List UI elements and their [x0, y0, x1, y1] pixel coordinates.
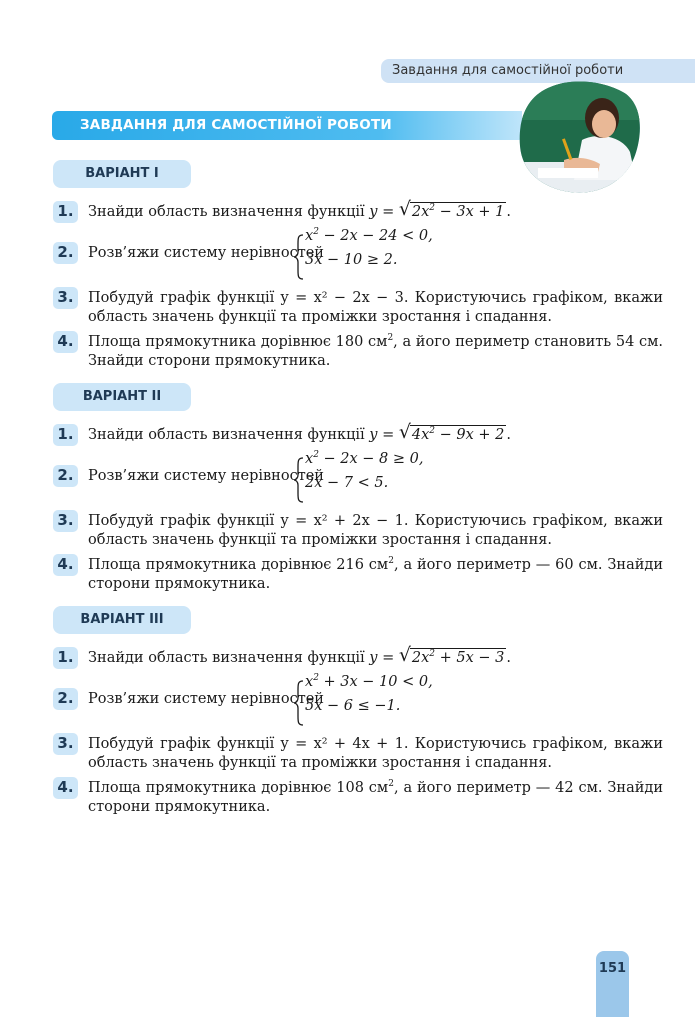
exponent: 2	[313, 227, 319, 237]
system-term: x	[305, 228, 314, 244]
exponent: 2	[388, 779, 394, 789]
end-punctuation: .	[506, 204, 511, 220]
radicand-rest: − 9x + 2	[435, 427, 505, 443]
system-line-1	[305, 228, 433, 244]
variant-label: ВАРІАНТ ІІІ	[53, 606, 191, 634]
system-line-1	[305, 451, 424, 467]
square-root	[399, 426, 507, 445]
exponent: 2	[429, 649, 436, 659]
section-title-banner: ЗАВДАННЯ ДЛЯ САМОСТІЙНОЇ РОБОТИ	[52, 111, 522, 140]
left-brace-icon	[293, 680, 305, 726]
task-statement-rest: , а його периметр — 60 см. Знайди сторони прямокутника.	[88, 557, 663, 592]
end-punctuation: .	[506, 650, 511, 666]
task-statement-rest: , а його периметр — 42 см. Знайди сторони прямокутника.	[88, 780, 663, 815]
task-number: 1.	[53, 647, 78, 669]
task-statement: Знайди область визначення функції	[88, 650, 365, 666]
function-variable: y	[369, 427, 378, 443]
exponent: 2	[388, 556, 394, 566]
task-number: 4.	[53, 777, 78, 799]
exponent: 2	[313, 450, 319, 460]
exponent: 2	[429, 426, 436, 436]
task-number: 3.	[53, 733, 78, 755]
running-head-title: Завдання для самостійної роботи	[381, 59, 695, 83]
equals-sign: =	[377, 650, 399, 666]
left-brace-icon	[293, 457, 305, 503]
task-statement: Площа прямокутника дорівнює 108 см	[88, 780, 389, 796]
variant-label: ВАРІАНТ І	[53, 160, 191, 188]
radicand-term: 2x	[411, 650, 430, 666]
task-text	[88, 203, 663, 222]
left-brace-icon	[293, 234, 305, 280]
task-statement: Розв’яжи систему нерівностей	[88, 245, 324, 261]
task-number: 3.	[53, 287, 78, 309]
system-line-2: 5x − 6 ≤ −1.	[305, 698, 401, 714]
radicand-rest: + 5x − 3	[435, 650, 505, 666]
task-statement: Побудуй графік функції y = x² − 2x − 3. Користуючись графіком, вкажи область значень функції та проміжки зростання і спадання.	[88, 290, 663, 325]
task-number: 1.	[53, 424, 78, 446]
system-rest: − 2x − 8 ≥ 0,	[318, 451, 424, 467]
task-number: 3.	[53, 510, 78, 532]
task-statement: Знайди область визначення функції	[88, 204, 365, 220]
task-number: 4.	[53, 554, 78, 576]
system-rest: − 2x − 24 < 0,	[318, 228, 433, 244]
system-line-2: 3x − 10 ≥ 2.	[305, 252, 398, 268]
student-photo-illustration	[518, 80, 644, 196]
task-statement-rest: , а його периметр становить 54 см. Знайди сторони прямокутника.	[88, 334, 663, 369]
square-root	[399, 203, 507, 222]
task-statement: Побудуй графік функції y = x² + 4x + 1. Користуючись графіком, вкажи область значень функції та проміжки зростання і спадання.	[88, 736, 663, 771]
exponent: 2	[313, 673, 319, 683]
system-term: x	[305, 674, 314, 690]
exponent: 2	[429, 203, 436, 213]
student-photo	[518, 80, 644, 196]
task-number: 2.	[53, 242, 78, 264]
task-number: 4.	[53, 331, 78, 353]
end-punctuation: .	[506, 427, 511, 443]
radicand-term: 4x	[411, 427, 430, 443]
task-text	[88, 556, 663, 594]
square-root	[399, 649, 507, 668]
task-statement: Побудуй графік функції y = x² + 2x − 1. Користуючись графіком, вкажи область значень функції та проміжки зростання і спадання.	[88, 513, 663, 548]
task-statement: Знайди область визначення функції	[88, 427, 365, 443]
task-text	[88, 426, 663, 445]
task-text	[88, 649, 663, 668]
task-text	[88, 779, 663, 817]
radicand-term: 2x	[411, 204, 430, 220]
task-statement: Площа прямокутника дорівнює 216 см	[88, 557, 389, 573]
function-variable: y	[369, 650, 378, 666]
task-statement: Площа прямокутника дорівнює 180 см	[88, 334, 388, 350]
task-text	[88, 333, 663, 371]
task-number: 2.	[53, 465, 78, 487]
task-number: 1.	[53, 201, 78, 223]
variant-label: ВАРІАНТ ІІ	[53, 383, 191, 411]
equals-sign: =	[377, 204, 399, 220]
exponent: 2	[387, 333, 394, 343]
system-rest: + 3x − 10 < 0,	[318, 674, 433, 690]
system-term: x	[305, 451, 314, 467]
equals-sign: =	[377, 427, 399, 443]
task-statement: Розв’яжи систему нерівностей	[88, 691, 324, 707]
task-number: 2.	[53, 688, 78, 710]
task-statement: Розв’яжи систему нерівностей	[88, 468, 324, 484]
system-line-2: 2x − 7 < 5.	[305, 475, 389, 491]
page-number: 151	[596, 951, 629, 1017]
system-line-1	[305, 674, 433, 690]
function-variable: y	[369, 204, 378, 220]
radicand-rest: − 3x + 1	[435, 204, 505, 220]
